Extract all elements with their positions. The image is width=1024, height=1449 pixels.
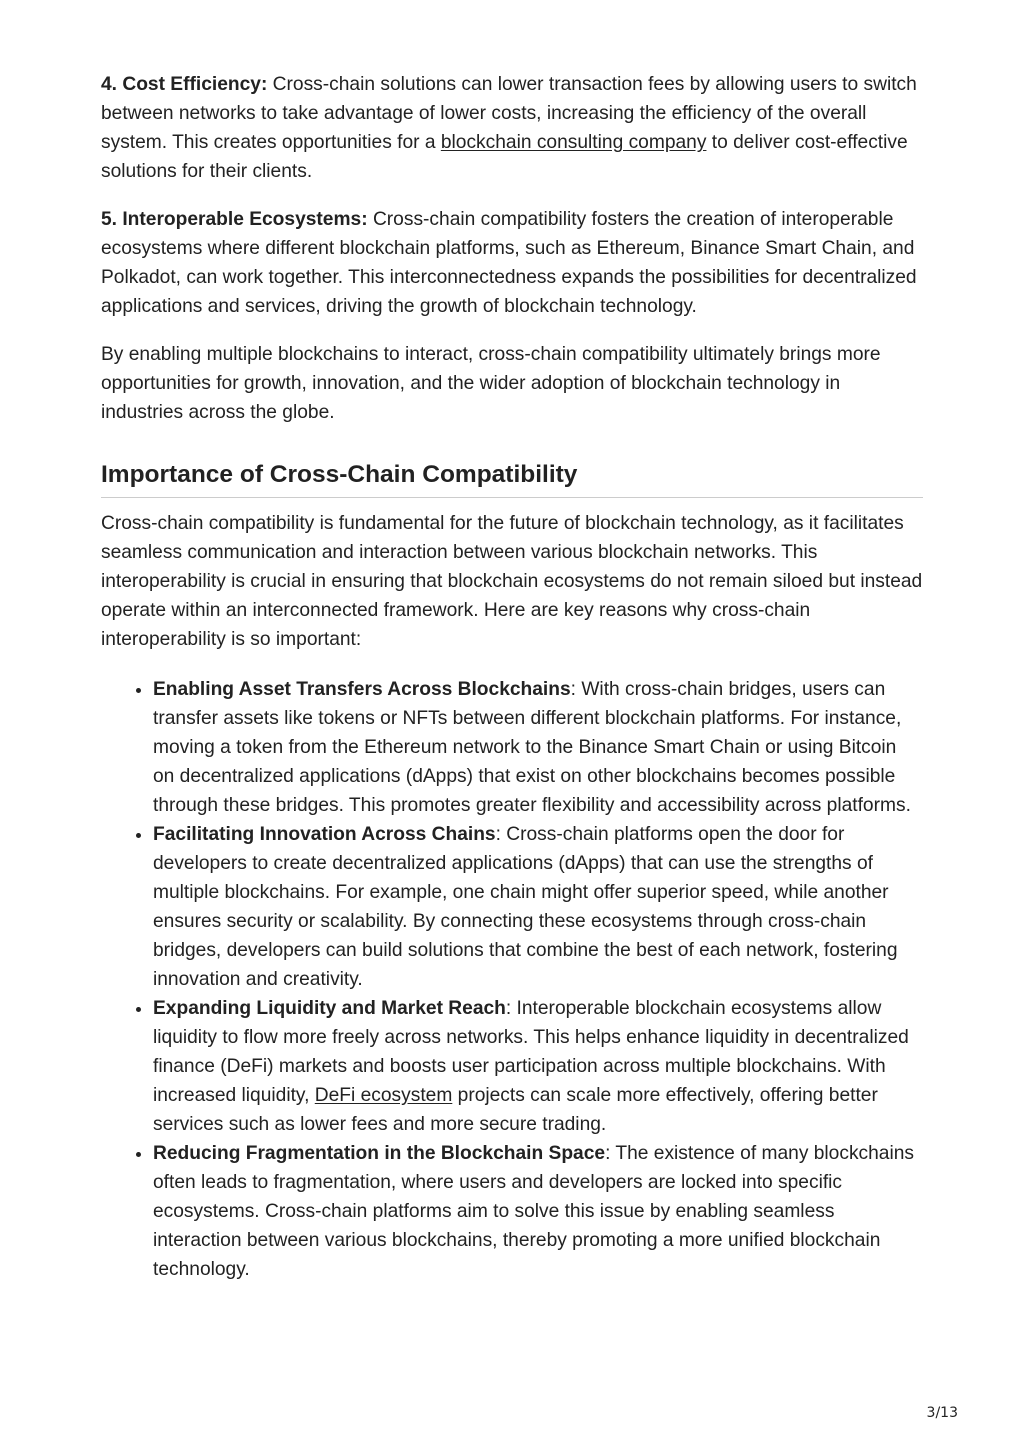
list-item-text: : Cross-chain platforms open the door for developers to create decentralized applications (dApps) that can use the strengths of multiple blockchains. For example, one chain might offer superior speed, while another ensures security or scalability. By connecting these ecosystems through cross-chain bridges, developers can build solutions that combine the best of each network, fostering innovation and creativity. — [153, 824, 898, 990]
interoperable-ecosystems-heading: 5. Interoperable Ecosystems: — [101, 209, 368, 230]
cost-efficiency-text: Cross-chain solutions can lower transaction fees by allowing users to switch between networks to take advantage of lower costs, increasing the efficiency of the overall system. This creates opportunities for a — [101, 74, 917, 153]
list-item-title: Reducing Fragmentation in the Blockchain Space — [153, 1143, 606, 1164]
blockchain-consulting-link[interactable]: blockchain consulting company — [440, 132, 707, 153]
list-item-text: : With cross-chain bridges, users can transfer assets like tokens or NFTs between different blockchain platforms. For instance, moving a token from the Ethereum network to the Binance Smart Chain or using Bitcoin on decentralized applications (dApps) that exist on other blockchains becomes possible through these bridges. This promotes greater flexibility and accessibility across platforms. — [153, 679, 911, 816]
cost-efficiency-text-end: to deliver cost-effective solutions for their clients. — [101, 132, 908, 182]
list-item-text-end: projects can scale more effectively, offering better services such as lower fees and more secure trading. — [153, 1085, 878, 1135]
cost-efficiency-paragraph — [101, 70, 923, 186]
list-item-title: Facilitating Innovation Across Chains — [153, 824, 496, 845]
list-item — [153, 1139, 923, 1284]
list-item-title: Expanding Liquidity and Market Reach — [153, 998, 506, 1019]
document-content — [101, 70, 923, 1284]
summary-paragraph: By enabling multiple blockchains to interact, cross-chain compatibility ultimately brings more opportunities for growth, innovation, and the wider adoption of blockchain technology in industries across the globe. — [101, 344, 881, 423]
interoperable-ecosystems-text: Cross-chain compatibility fosters the creation of interoperable ecosystems where different blockchain platforms, such as Ethereum, Binance Smart Chain, and Polkadot, can work together. This interconnectedness expands the possibilities for decentralized applications and services, driving the growth of blockchain technology. — [101, 209, 917, 317]
importance-list — [101, 675, 923, 1284]
list-item-text: : The existence of many blockchains often leads to fragmentation, where users and developers are locked into specific ecosystems. Cross-chain platforms aim to solve this issue by enabling seamless interaction between various blockchains, thereby promoting a more unified blockchain technology. — [153, 1143, 915, 1280]
list-item — [153, 675, 923, 820]
section-heading: Importance of Cross-Chain Compatibility — [101, 458, 923, 498]
page-number: 3/13 — [926, 1405, 958, 1421]
list-item — [153, 994, 923, 1139]
importance-intro-paragraph: Cross-chain compatibility is fundamental for the future of blockchain technology, as it facilitates seamless communication and interaction between various blockchain networks. This interoperability is crucial in ensuring that blockchain ecosystems do not remain siloed but instead operate within an interconnected framework. Here are key reasons why cross-chain interoperability is so important: — [101, 513, 923, 650]
list-item-title: Enabling Asset Transfers Across Blockchains — [153, 679, 571, 700]
interoperable-ecosystems-paragraph — [101, 205, 923, 321]
list-item-text: : Interoperable blockchain ecosystems allow liquidity to flow more freely across networks. This helps enhance liquidity in decentralized finance (DeFi) markets and boosts user participation across multiple blockchains. With increased liquidity, — [153, 998, 909, 1106]
cost-efficiency-heading: 4. Cost Efficiency: — [101, 74, 268, 95]
list-item — [153, 820, 923, 994]
defi-ecosystem-link[interactable]: DeFi ecosystem — [314, 1085, 453, 1106]
